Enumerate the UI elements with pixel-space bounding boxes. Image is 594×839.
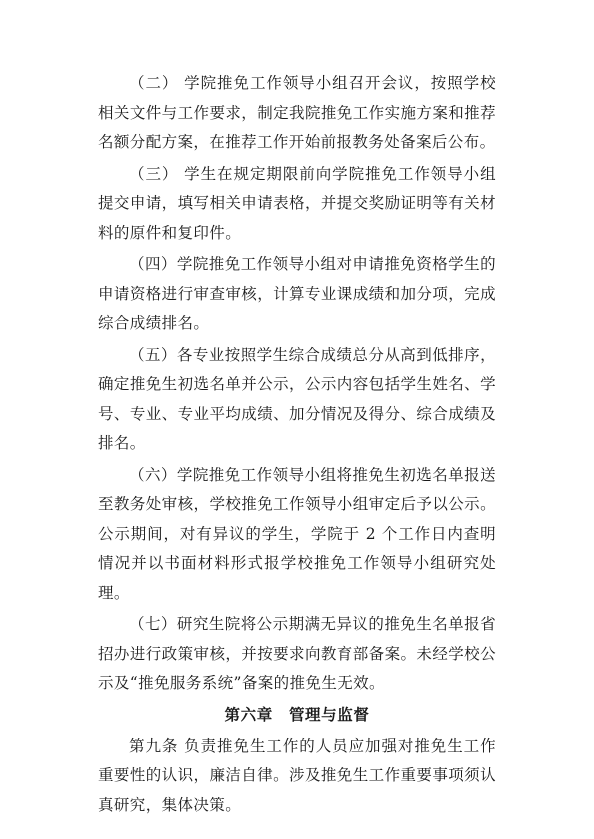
paragraph-step-3: （三） 学生在规定期限前向学院推免工作领导小组提交申请，填写相关申请表格，并提交奖励证明等有关材料的原件和复印件。 xyxy=(98,164,496,242)
paragraph-step-4: （四）学院推免工作领导小组对申请推免资格学生的申请资格进行审查审核，计算专业课成绩和加分项，完成综合成绩排名。 xyxy=(98,255,496,332)
paragraph-step-6: （六）学院推免工作领导小组将推免生初选名单报送至教务处审核，学校推免工作领导小组审定后予以公示。公示期间，对有异议的学生，学院于 2 个工作日内查明情况并以书面材料形式报学校推免工作领导小组研究处理。 xyxy=(98,465,496,602)
document-body xyxy=(98,69,496,820)
paragraph-step-7: （七）研究生院将公示期满无异议的推免生名单报省招办进行政策审核，并按要求向教育部备案。未经学校公示及“推免服务系统”备案的推免生无效。 xyxy=(98,615,496,692)
paragraph-step-5: （五）各专业按照学生综合成绩总分从高到低排序，确定推免生初选名单并公示，公示内容包括学生姓名、学号、专业、专业平均成绩、加分情况及得分、综合成绩及排名。 xyxy=(98,345,496,452)
chapter-heading: 第六章 管理与监督 xyxy=(224,705,370,724)
paragraph-article-9: 第九条 负责推免生工作的人员应加强对推免生工作重要性的认识，廉洁自律。涉及推免生工作重要事项须认真研究，集体决策。 xyxy=(98,736,496,814)
paragraph-step-2: （二） 学院推免工作领导小组召开会议，按照学校相关文件与工作要求，制定我院推免工作实施方案和推荐名额分配方案，在推荐工作开始前报教务处备案后公布。 xyxy=(98,74,496,151)
